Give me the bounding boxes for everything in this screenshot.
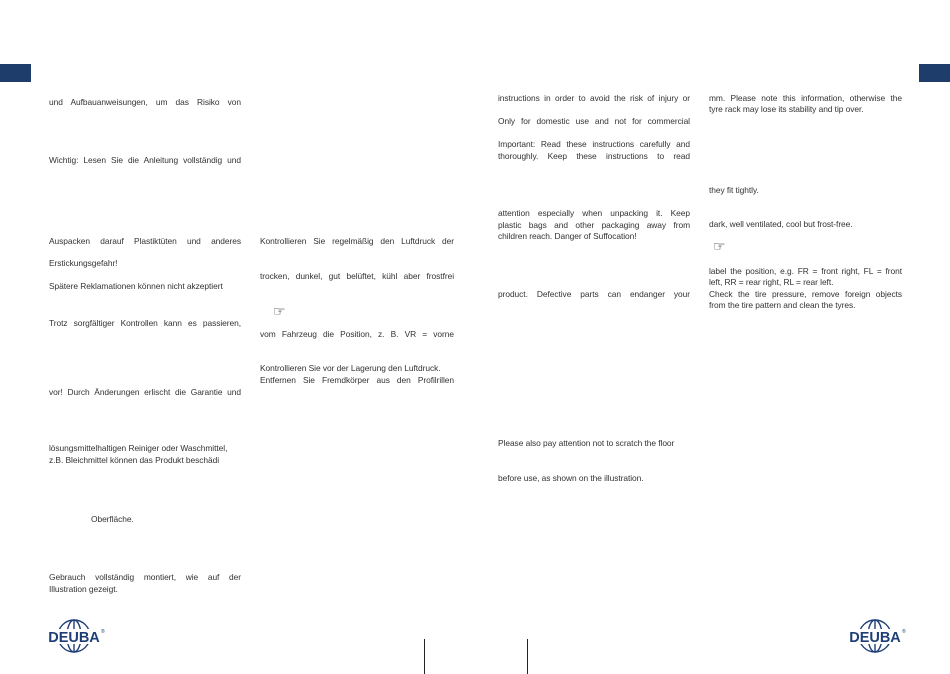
- text-line: Spätere Reklamationen können nicht akzeptiert: [49, 281, 223, 291]
- text-line: children reach. Danger of Suffocation!: [498, 231, 637, 241]
- text-line: Kontrollieren Sie regelmäßig den Luftdruck der: [260, 236, 454, 246]
- svg-text:®: ®: [101, 629, 105, 635]
- text-line: z.B. Bleichmittel können das Produkt beschädi: [49, 455, 219, 465]
- text-line: Gebrauch vollständig montiert, wie auf der: [49, 572, 241, 582]
- text-line: Please also pay attention not to scratch the floor: [498, 438, 675, 448]
- text-line: Important: Read these instructions carefully and: [498, 139, 690, 149]
- pointing-hand-icon: ☞: [273, 304, 286, 320]
- text-line: trocken, dunkel, gut belüftet, kühl aber frostfrei: [260, 271, 454, 281]
- text-line: they fit tightly.: [709, 185, 759, 195]
- text-line: from the tire pattern and clean the tyres.: [709, 300, 856, 310]
- text-line: instructions in order to avoid the risk of injury or: [498, 93, 690, 103]
- text-line: before use, as shown on the illustration.: [498, 473, 644, 483]
- svg-text:®: ®: [902, 629, 906, 635]
- text-line: Oberfläche.: [91, 514, 134, 524]
- page-divider-right: [527, 639, 528, 674]
- text-line: Entfernen Sie Fremdkörper aus den Profilrillen: [260, 375, 454, 385]
- text-line: dark, well ventilated, cool but frost-free.: [709, 219, 853, 229]
- text-line: thoroughly. Keep these instructions to read: [498, 151, 690, 161]
- text-line: Erstickungsgefahr!: [49, 258, 118, 268]
- text-line: Auspacken darauf Plastiktüten und anderes: [49, 236, 241, 246]
- text-line: mm. Please note this information, otherwise the: [709, 93, 902, 103]
- text-line: vom Fahrzeug die Position, z. B. VR = vorne: [260, 329, 454, 339]
- right-page-tab: [919, 64, 950, 82]
- logo-text: DEUBA: [849, 630, 901, 646]
- text-line: left, RR = rear right, RL = rear left.: [709, 277, 834, 287]
- text-line: tyre rack may lose its stability and tip over.: [709, 104, 864, 114]
- text-line: Kontrollieren Sie vor der Lagerung den Luftdruck.: [260, 363, 441, 373]
- text-line: Illustration gezeigt.: [49, 584, 118, 594]
- left-page-tab: [0, 64, 31, 82]
- text-line: lösungsmittelhaltigen Reiniger oder Waschmittel,: [49, 443, 228, 453]
- deuba-logo: [44, 618, 104, 662]
- text-line: plastic bags and other packaging away from: [498, 220, 690, 230]
- text-line: Trotz sorgfältiger Kontrollen kann es passieren,: [49, 318, 241, 328]
- logo-text: DEUBA: [48, 630, 100, 646]
- text-line: attention especially when unpacking it. Keep: [498, 208, 690, 218]
- text-line: Check the tire pressure, remove foreign objects: [709, 289, 902, 299]
- deuba-logo: [845, 618, 905, 662]
- text-line: label the position, e.g. FR = front right, FL = front: [709, 266, 902, 276]
- text-line: vor! Durch Änderungen erlischt die Garantie und: [49, 387, 241, 397]
- text-line: product. Defective parts can endanger your: [498, 289, 690, 299]
- pointing-hand-icon: ☞: [713, 239, 726, 255]
- text-line: und Aufbauanweisungen, um das Risiko von: [49, 97, 241, 107]
- text-line: Wichtig: Lesen Sie die Anleitung vollständig und: [49, 155, 241, 165]
- page-divider-left: [424, 639, 425, 674]
- text-line: Only for domestic use and not for commercial: [498, 116, 690, 126]
